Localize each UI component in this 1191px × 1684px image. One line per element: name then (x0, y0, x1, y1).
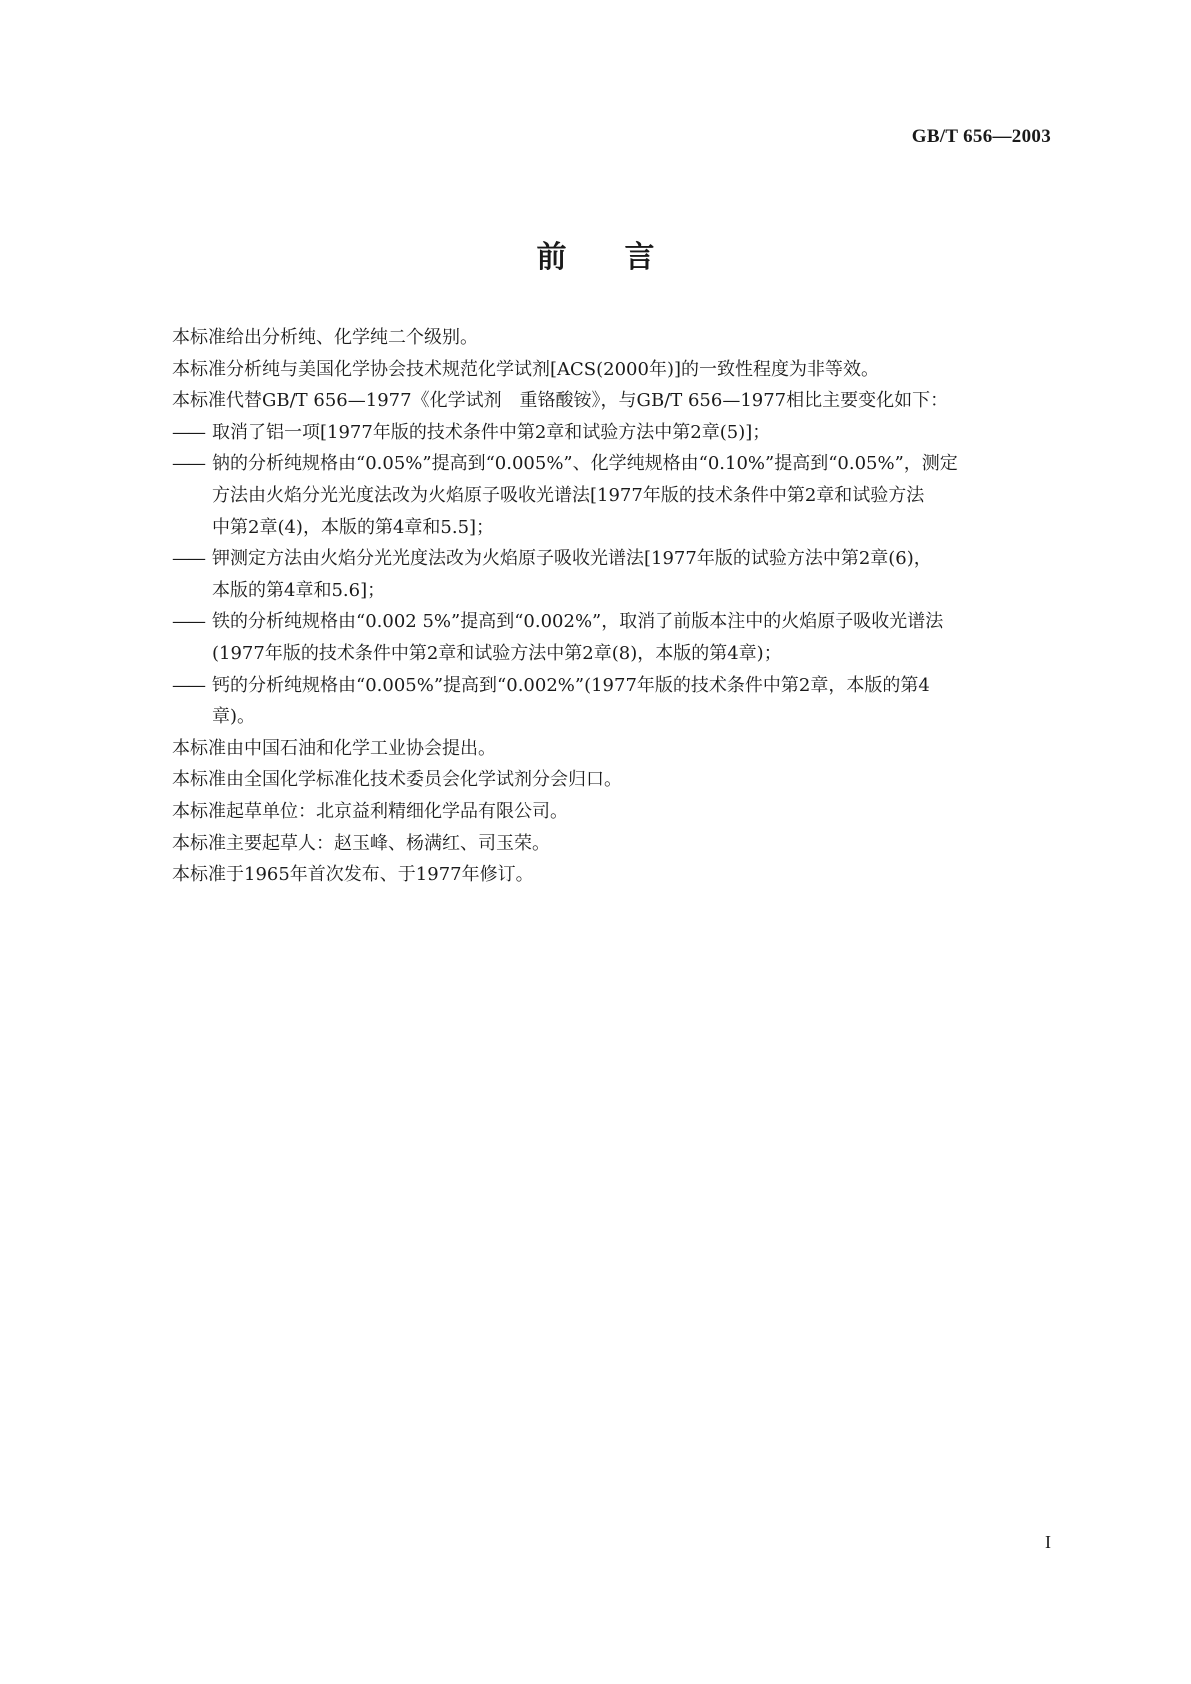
change-line: 钾测定方法由火焰分光光度法改为火焰原子吸收光谱法[1977年版的试验方法中第2章(6)， (212, 548, 932, 570)
change-line: 取消了铝一项[1977年版的技术条件中第2章和试验方法中第2章(5)]； (212, 421, 771, 443)
change-line: 钠的分析纯规格由“0.05%”提高到“0.005%”、化学纯规格由“0.10%”提高到“0.05%”，测定 (212, 453, 958, 475)
page-title: 前言 (536, 240, 713, 275)
dash-marker: —— (172, 548, 204, 570)
outro-paragraph-5: 本标准于1965年首次发布、于1977年修订。 (172, 864, 534, 886)
outro-paragraph-3: 本标准起草单位：北京益利精细化学品有限公司。 (172, 800, 568, 822)
standard-code: GB/T 656—2003 (911, 126, 1051, 147)
intro-paragraph-2: 本标准分析纯与美国化学协会技术规范化学试剂[ACS(2000年)]的一致性程度为非等效。 (172, 358, 879, 380)
change-item-5 (172, 670, 1052, 733)
intro-paragraph-3: 本标准代替GB/T 656—1977《化学试剂 重铬酸铵》，与GB/T 656—1977相比主要变化如下： (172, 390, 949, 412)
change-line: 中第2章(4)，本版的第4章和5.5]； (212, 516, 495, 538)
change-item-4 (172, 606, 1052, 669)
change-item-2 (172, 448, 1052, 543)
document-body (172, 322, 1052, 891)
change-line: 方法由火焰分光光度法改为火焰原子吸收光谱法[1977年版的技术条件中第2章和试验方法 (212, 484, 925, 506)
change-line: 本版的第4章和5.6]； (212, 579, 386, 601)
page-number: I (1045, 1532, 1051, 1552)
change-line: 钙的分析纯规格由“0.005%”提高到“0.002%”(1977年版的技术条件中第2章，本版的第4 (212, 674, 930, 696)
outro-paragraph-1: 本标准由中国石油和化学工业协会提出。 (172, 737, 496, 759)
intro-paragraph-1: 本标准给出分析纯、化学纯二个级别。 (172, 327, 478, 348)
dash-marker: —— (172, 611, 204, 633)
dash-marker: —— (172, 421, 204, 443)
change-line: 铁的分析纯规格由“0.002 5%”提高到“0.002%”，取消了前版本注中的火焰原子吸收光谱法 (212, 611, 944, 633)
change-item-1 (172, 417, 1052, 449)
change-line: 章)。 (212, 706, 256, 728)
outro-paragraph-2: 本标准由全国化学标准化技术委员会化学试剂分会归口。 (172, 769, 622, 791)
outro-paragraph-4: 本标准主要起草人：赵玉峰、杨满红、司玉荣。 (172, 832, 550, 854)
dash-marker: —— (172, 453, 204, 475)
dash-marker: —— (172, 674, 204, 696)
change-item-3 (172, 543, 1052, 606)
change-line: (1977年版的技术条件中第2章和试验方法中第2章(8)，本版的第4章)； (212, 642, 782, 664)
